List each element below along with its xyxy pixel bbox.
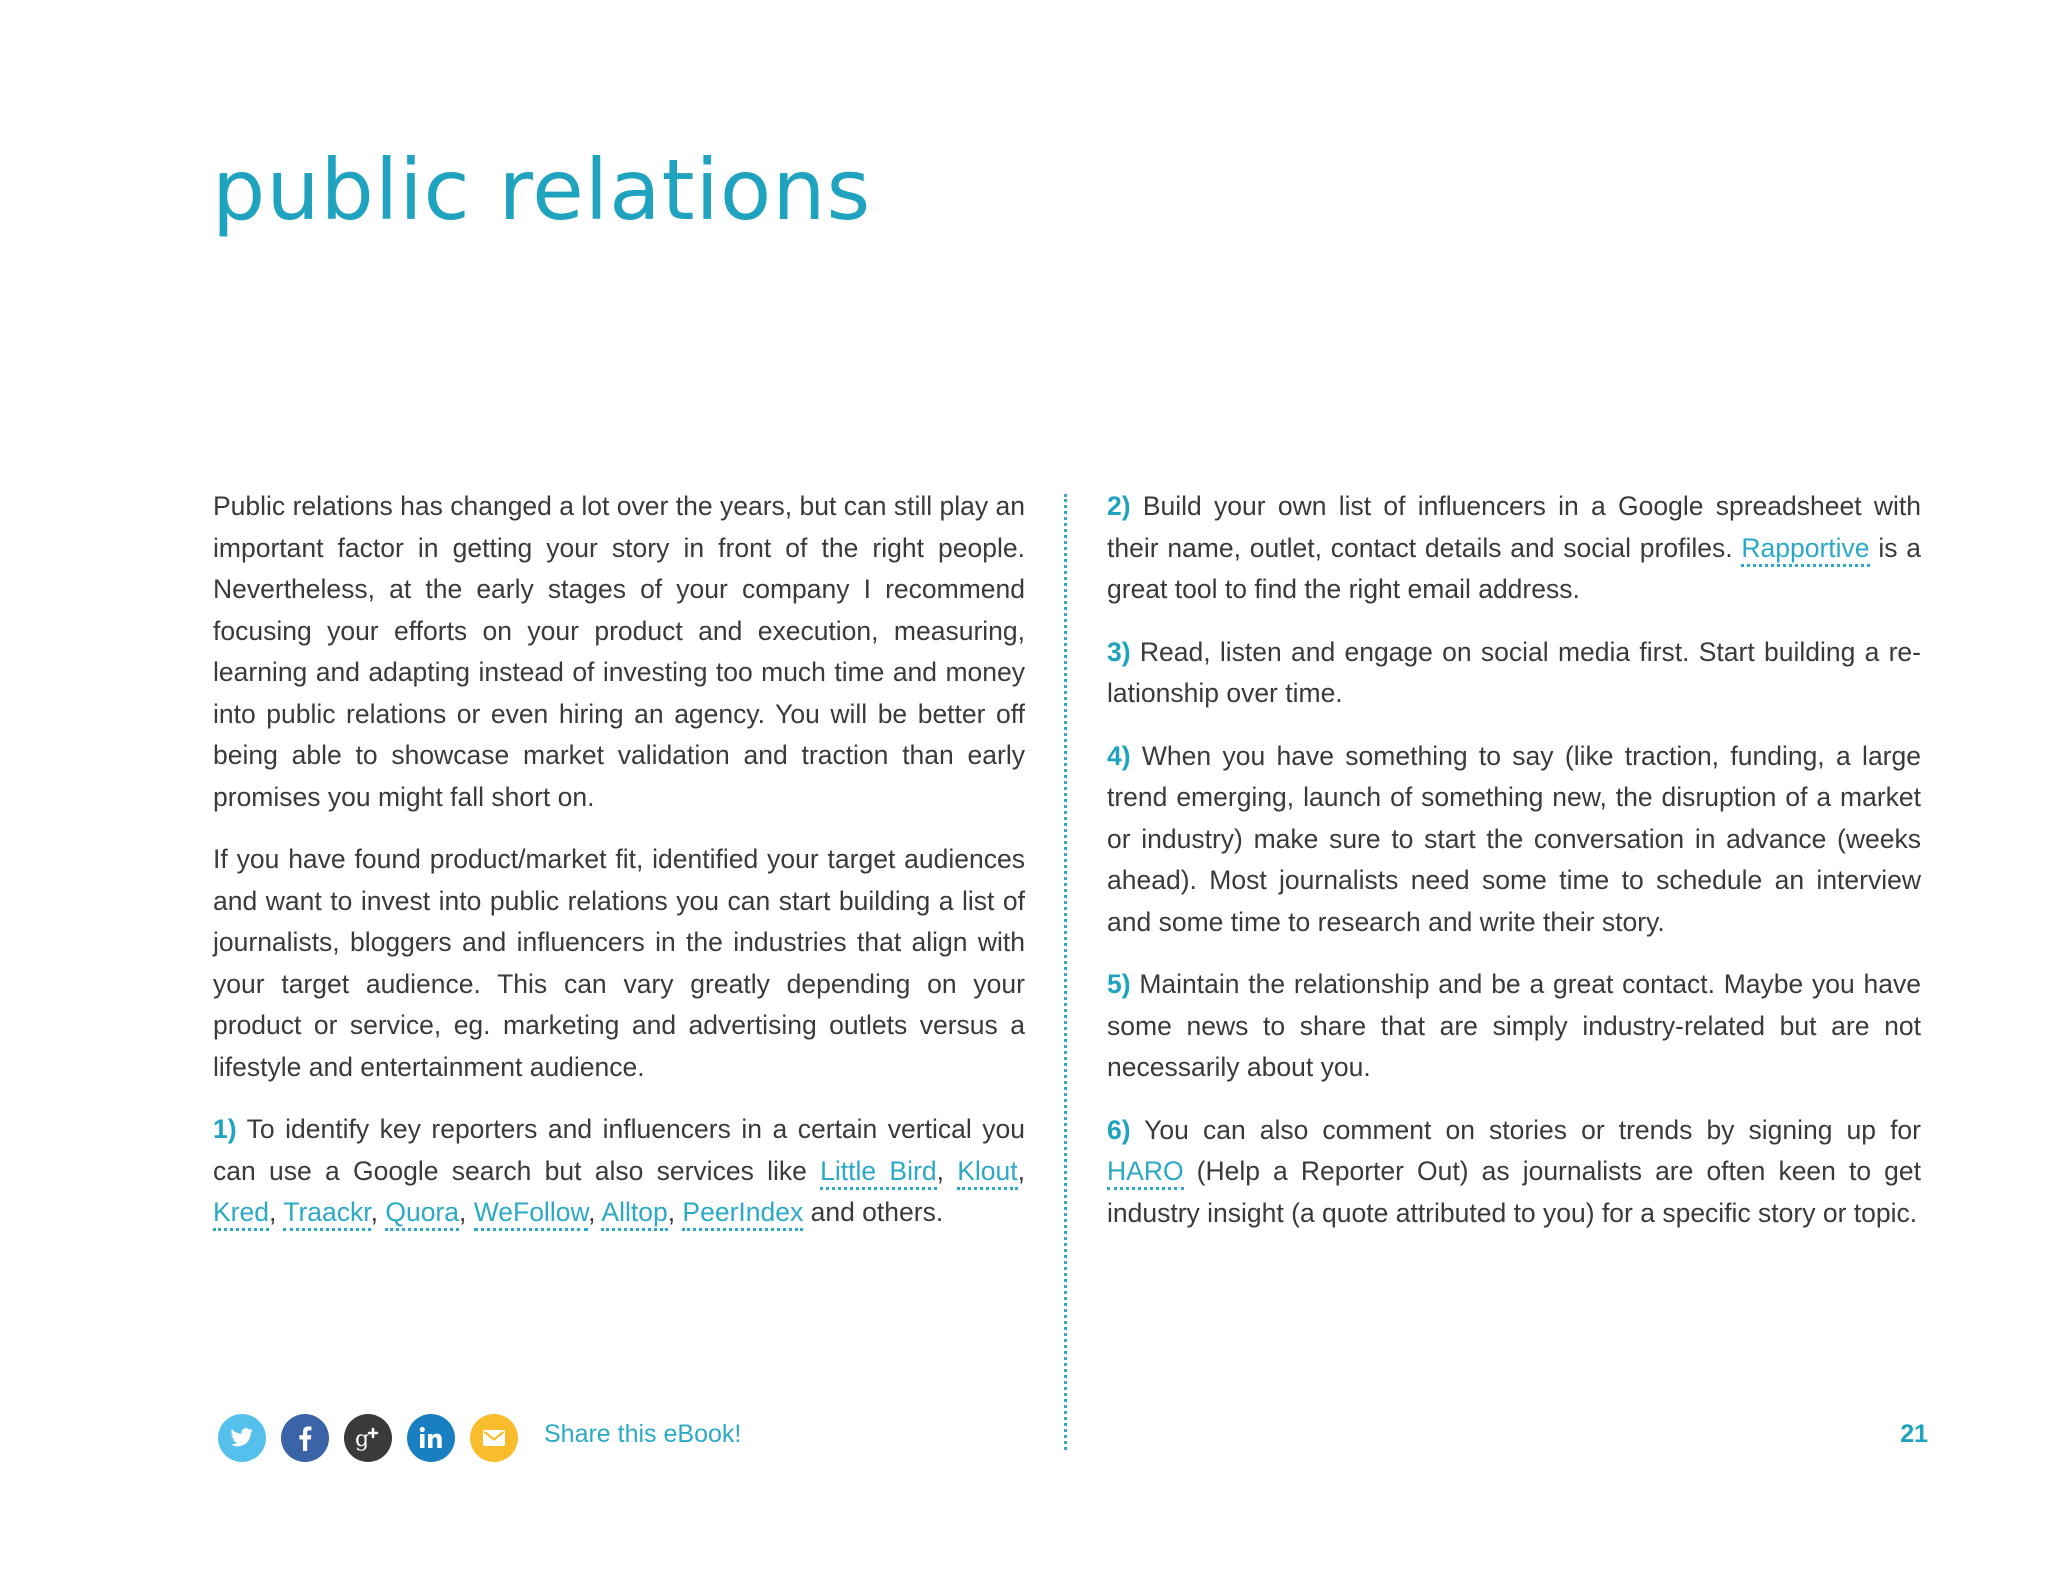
link-klout[interactable]: Klout [957, 1156, 1017, 1190]
link-peerindex[interactable]: PeerIndex [682, 1197, 803, 1231]
tip-1: 1) To identify key reporters and influencers in a certain vertical you can use a Google search but also services like Little Bird, Klout, Kred, Traackr, Quora, WeFollow, Alltop, PeerIndex and others. [213, 1109, 1025, 1234]
link-little-bird[interactable]: Little Bird [820, 1156, 936, 1190]
link-alltop[interactable]: Alltop [601, 1197, 667, 1231]
tip-2-tail: is a great tool to find the right email address. [1107, 532, 1921, 604]
tip-1-text: To identify key reporters and influencers in a certain vertical you can use a Google search but also services like [213, 1114, 1025, 1186]
twitter-icon[interactable] [218, 1414, 266, 1462]
tip-6-number: 6) [1107, 1114, 1131, 1145]
tip-5-text: Maintain the relationship and be a great contact. Maybe you have some news to share that are simply industry-related but are not necessarily about you. [1107, 969, 1921, 1082]
tip-1-number: 1) [213, 1114, 237, 1144]
page-number: 21 [1900, 1420, 1928, 1448]
second-paragraph: If you have found product/market fit, identified your target audiences and want to invest into public relations you can start building a list of journalists, bloggers and influencers in the industries that align with your target audience. This can vary greatly depending on your product or service, eg. marketing and advertising outlets versus a lifestyle and entertainment audience. [213, 844, 1025, 1082]
svg-text:g: g [355, 1427, 370, 1452]
left-column [213, 486, 1025, 1255]
tip-6 [1107, 1110, 1921, 1235]
tip-4 [1107, 736, 1921, 944]
tip-4-text: When you have something to say (like traction, funding, a large trend emerging, launch of something new, the disruption of a market or industry) make sure to start the conversation in advance (weeks ahead). Most journalists need some time to schedule an interview and some time to research and write their story. [1107, 740, 1921, 937]
share-ebook-link[interactable]: Share this eBook! [544, 1420, 742, 1448]
tip-3-number: 3) [1107, 636, 1131, 667]
link-haro[interactable]: HARO [1107, 1156, 1184, 1190]
tip-5-number: 5) [1107, 969, 1131, 999]
tip-3 [1107, 632, 1921, 715]
link-kred[interactable]: Kred [213, 1197, 269, 1231]
tip-4-number: 4) [1107, 740, 1131, 771]
column-divider [1064, 494, 1067, 1450]
right-column [1107, 486, 1921, 1255]
email-icon[interactable] [470, 1414, 518, 1462]
link-quora[interactable]: Quora [385, 1197, 459, 1231]
intro-paragraph: Public relations has changed a lot over the years, but can still play an important factor in getting your story in front of the right people. Nevertheless, at the early stages of your company I recommend focusing your efforts on your product and execution, measuring, learning and adapting instead of investing too much time and money into public relations or even hiring an agency. You will be better off being able to showcase market validation and traction than early promises you might fall short on. [213, 491, 1025, 812]
footer [218, 1414, 1928, 1464]
tip-3-text: Read, listen and engage on social media first. Start building a relationship over time. [1107, 636, 1921, 708]
link-rapportive[interactable]: Rapportive [1741, 533, 1869, 567]
tip-2-number: 2) [1107, 491, 1131, 521]
link-traackr[interactable]: Traackr [283, 1197, 370, 1231]
facebook-icon[interactable] [281, 1414, 329, 1462]
tip-5 [1107, 964, 1921, 1089]
tip-1-tail: and others. [810, 1197, 944, 1227]
linkedin-icon[interactable] [407, 1414, 455, 1462]
tip-6-tail: (Help a Reporter Out) as journalists are often keen to get industry insight (a quote attributed to you) for a specific story or topic. [1107, 1156, 1921, 1228]
page-title: public relations [212, 141, 872, 239]
tip-6-text: You can also comment on stories or trends by signing up for [1144, 1114, 1921, 1145]
google-plus-icon[interactable] [344, 1414, 392, 1462]
tip-2 [1107, 486, 1921, 611]
link-wefollow[interactable]: WeFollow [474, 1197, 588, 1231]
tip-2-text: Build your own list of influencers in a Google spreadsheet with their name, outlet, contact details and social profiles. [1107, 491, 1921, 563]
